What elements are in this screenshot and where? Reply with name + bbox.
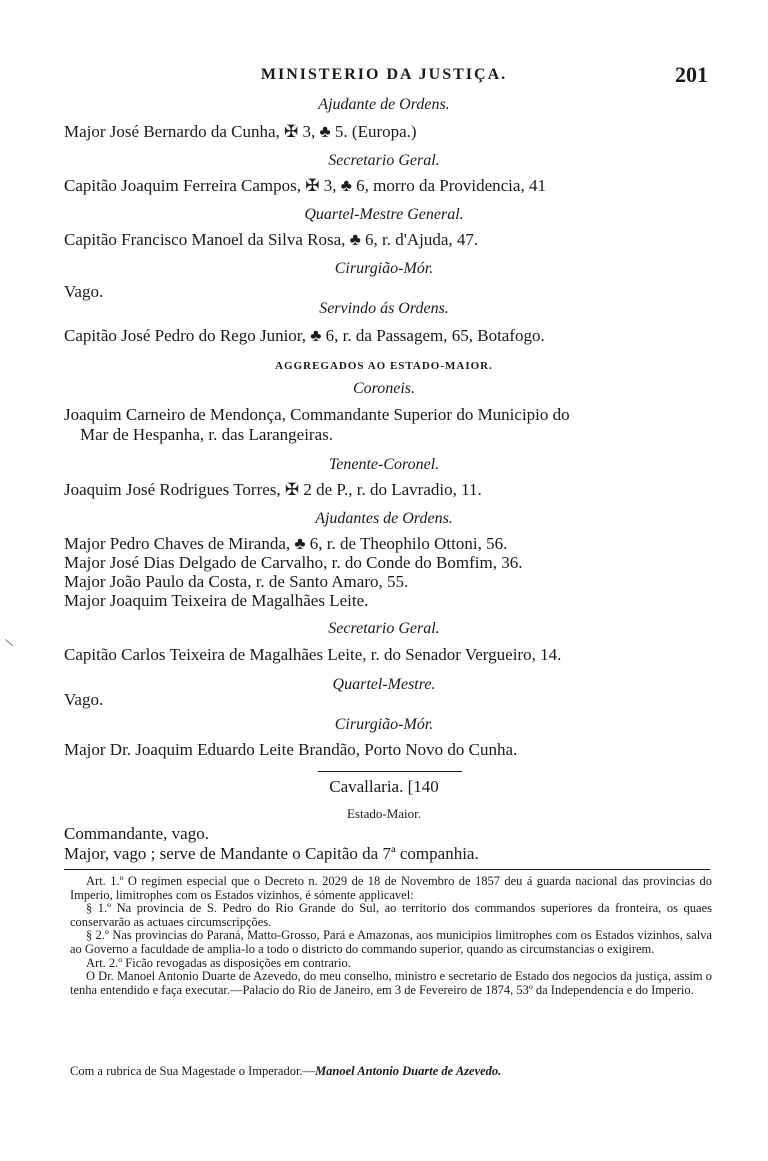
entry-line: Capitão Carlos Teixeira de Magalhães Leite, r. do Senador Vergueiro, 14.	[64, 645, 562, 664]
section-heading: Servindo ás Ordens.	[319, 300, 449, 317]
page-header	[60, 62, 708, 86]
entry-line: Major, vago ; serve de Mandante o Capitão da 7ª companhia.	[64, 844, 479, 863]
section-heading: Ajudantes de Ordens.	[315, 510, 453, 527]
divider	[318, 771, 462, 772]
entry-line: Vago.	[64, 690, 104, 709]
signature-name: Manoel Antonio Duarte de Azevedo.	[315, 1064, 502, 1078]
signature-prefix: Com a rubrica de Sua Magestade o Imperador.—	[70, 1064, 316, 1078]
section-heading: Secretario Geral.	[328, 152, 440, 169]
section-heading: Coroneis.	[352, 380, 416, 397]
entry-line: Joaquim José Rodrigues Torres, ✠ 2 de P., r. do Lavradio, 11.	[64, 480, 482, 499]
section-heading: Cavallaria. [140	[329, 777, 439, 796]
section-heading: Tenente-Coronel.	[328, 456, 440, 473]
note-paragraph: § 2.º Nas provincias do Paraná, Matto-Grosso, Pará e Amazonas, aos municipios limitrophes com os Estados vizinhos, salva ao Governo a faculdade de amplia-lo a todo o districto do commando superior, quando as circumstancias o exigirem.	[70, 928, 712, 956]
signature-line	[70, 1064, 712, 1079]
entry-line: Major Dr. Joaquim Eduardo Leite Brandão, Porto Novo do Cunha.	[64, 740, 518, 759]
note-paragraph: § 1.º Na provincia de S. Pedro do Rio Grande do Sul, ao territorio dos commandos superiores da fronteira, os quaes conservarão as actuaes circumscripções.	[70, 901, 712, 929]
entry-line: Capitão Francisco Manoel da Silva Rosa, ♣ 6, r. d'Ajuda, 47.	[64, 230, 479, 249]
entry-line: Major Pedro Chaves de Miranda, ♣ 6, r. de Theophilo Ottoni, 56.	[64, 534, 508, 553]
entry-line: Major José Bernardo da Cunha, ✠ 3, ♣ 5. (Europa.)	[64, 122, 417, 141]
section-heading: Quartel-Mestre.	[332, 676, 436, 693]
entry-line: Joaquim Carneiro de Mendonça, Commandante Superior do Municipio do	[64, 405, 570, 424]
running-title: MINISTERIO DA JUSTIÇA.	[260, 66, 508, 83]
note-paragraph: O Dr. Manoel Antonio Duarte de Azevedo, do meu conselho, ministro e secretario de Estado dos negocios da justiça, assim o tenha entendido e faça executar.—Palacio do Rio de Janeiro, em 3 de Fevereiro de 1874, 53º da Independencia e do Imperio.	[70, 969, 712, 997]
entry-line: Mar de Hespanha, r. das Larangeiras.	[80, 425, 334, 444]
note-paragraph: Art. 1.º O regimen especial que o Decreto n. 2029 de 18 de Novembro de 1857 deu á guarda nacional das provincias do Imperio, limitrophes com os Estados vizinhos, é sómente applicavel:	[70, 874, 712, 902]
section-heading: Cirurgião-Mór.	[334, 260, 434, 277]
margin-mark: \	[4, 636, 16, 652]
section-heading: Cirurgião-Mór.	[334, 716, 434, 733]
entry-line: Commandante, vago.	[64, 824, 209, 843]
section-heading: AGGREGADOS AO ESTADO-MAIOR.	[275, 360, 493, 372]
entry-line: Major Joaquim Teixeira de Magalhães Leite.	[64, 591, 369, 610]
divider	[64, 869, 710, 870]
section-heading: Secretario Geral.	[328, 620, 440, 637]
note-paragraph: Art. 2.º Ficão revogadas as disposições em contrario.	[86, 955, 351, 970]
page-number: 201	[675, 62, 708, 87]
entry-line: Major João Paulo da Costa, r. de Santo Amaro, 55.	[64, 572, 409, 591]
section-heading: Quartel-Mestre General.	[304, 206, 464, 223]
entry-line: Capitão Joaquim Ferreira Campos, ✠ 3, ♣ 6, morro da Providencia, 41	[64, 176, 546, 195]
entry-line: Major José Dias Delgado de Carvalho, r. do Conde do Bomfim, 36.	[64, 553, 523, 572]
entry-line: Vago.	[64, 282, 104, 301]
entry-line: Capitão José Pedro do Rego Junior, ♣ 6, r. da Passagem, 65, Botafogo.	[64, 326, 545, 345]
footnotes	[70, 875, 712, 997]
section-heading: Estado-Maior.	[346, 806, 421, 821]
section-heading: Ajudante de Ordens.	[318, 96, 450, 113]
